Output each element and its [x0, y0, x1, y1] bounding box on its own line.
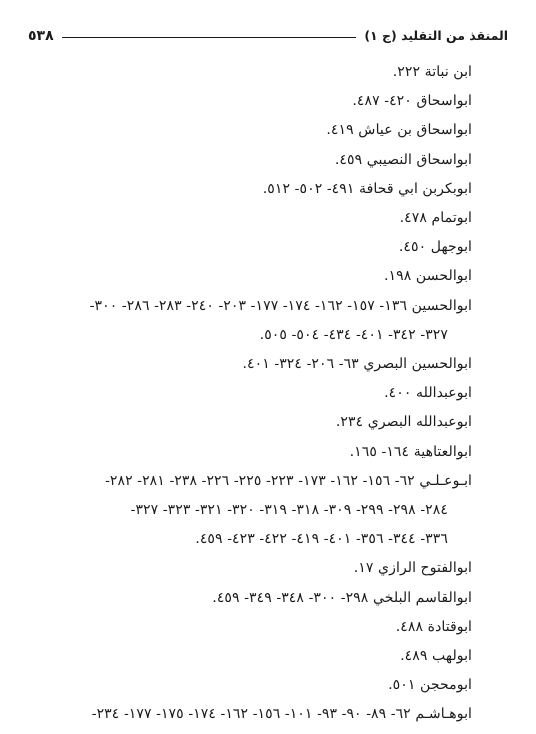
index-entry: ابن نباتة ٢٢٢.: [392, 64, 472, 80]
header-rule: [62, 37, 357, 38]
index-entry: ابواسحاق ٤٢٠- ٤٨٧.: [352, 93, 472, 110]
index-entry-continuation: ٣٢٧- ٣٤٢- ٤٠١- ٤٣٤- ٥٠٤- ٥٠٥.: [259, 326, 448, 343]
index-entry: ابوتمام ٤٧٨.: [399, 210, 472, 227]
index-entry: ابولهب ٤٨٩.: [400, 648, 472, 665]
index-entry-continuation: ٣٣٦- ٣٤٤- ٣٥٦- ٤٠١- ٤١٩- ٤٢٢- ٤٢٣- ٤٥٩.: [195, 531, 448, 548]
index-entry: ابوبكربن ابي قحافة ٤٩١- ٥٠٢- ٥١٢.: [262, 180, 472, 197]
index-entry: ابواسحاق بن عياش ٤١٩.: [326, 122, 472, 139]
index-entry: ابوجهل ٤٥٠.: [398, 239, 472, 256]
index-entry: ابوالفتوح الرازي ١٧.: [353, 560, 472, 577]
index-entry: ابوعبدالله البصري ٢٣٤.: [335, 414, 472, 431]
index-entry: ابوقتادة ٤٨٨.: [395, 618, 472, 635]
index-entry-continuation: ٢٨٤- ٢٩٨- ٢٩٩- ٣٠٩- ٣١٨- ٣١٩- ٣٢٠- ٣٢١- ٣٢٣- ٣٢٧-: [130, 502, 448, 519]
index-entry: ابوالقاسم البلخي ٢٩٨- ٣٠٠- ٣٤٨- ٣٤٩- ٤٥٩.: [212, 589, 472, 606]
page-header: [28, 20, 508, 46]
index-entry: ابوالحسين ١٣٦- ١٥٧- ١٦٢- ١٧٤- ١٧٧- ٢٠٣- ٢٤٠- ٢٨٣- ٢٨٦- ٣٠٠-: [89, 297, 472, 314]
index-entry: ابواسحاق النصيبي ٤٥٩.: [334, 151, 472, 168]
index-entry: ابوالحسين البصري ٦٣- ٢٠٦- ٣٢٤- ٤٠١.: [242, 356, 472, 373]
index-entry: ابوالعتاهية ١٦٤- ١٦٥.: [349, 443, 472, 460]
name-index-list: [30, 58, 472, 730]
index-entry: ابوالحسن ١٩٨.: [384, 268, 472, 285]
index-entry: ابوهـاشـم ٦٢- ٨٩- ٩٠- ٩٣- ١٠١- ١٥٦- ١٦٢- ١٧٤- ١٧٥- ١٧٧- ٢٣٤-: [91, 706, 472, 723]
index-entry: ابـوعـلـي ٦٢- ١٥٦- ١٦٢- ١٧٣- ٢٢٣- ٢٢٥- ٢٢٦- ٢٣٨- ٢٨١- ٢٨٢-: [105, 472, 472, 489]
running-title: المنقذ من التقليد (ج ١): [364, 28, 508, 43]
index-entry: ابومحجن ٥٠١.: [388, 677, 472, 694]
page-number: ٥٣٨: [28, 28, 54, 44]
index-entry: ابوعبدالله ٤٠٠.: [384, 385, 472, 402]
